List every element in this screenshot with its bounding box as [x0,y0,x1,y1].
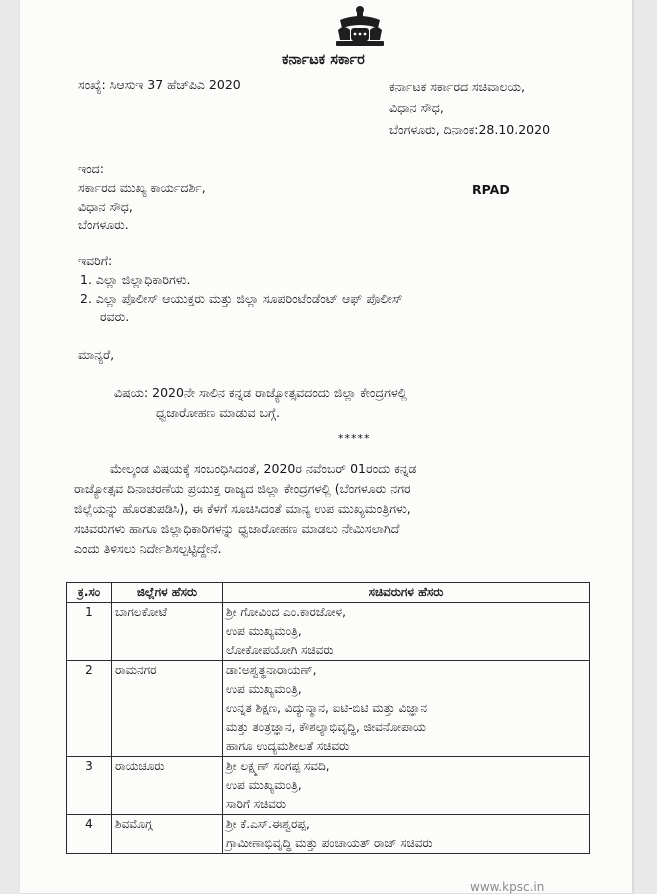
minister-details [223,661,590,757]
body-line-1: ಮೇಲ್ಕಂಡ ವಿಷಯಕ್ಕೆ ಸಂಬಂಧಿಸಿದಂತೆ, 2020ರ ನವೆಂಬರ್ 01ರಂದು ಕನ್ನಡ [110,461,417,476]
row-number: 2 [67,661,112,757]
row-number: 3 [67,757,112,815]
to-item-2-continued: ರವರು. [100,309,130,324]
table-row [67,757,590,815]
table-row [67,603,590,661]
from-line-3: ಬೆಂಗಳೂರು. [78,217,129,232]
district-name: ಶಿವಮೊಗ್ಗ [112,815,223,854]
separator-stars: ***** [338,432,371,445]
minister-line: ಉಪ ಮುಖ್ಯಮಂತ್ರಿ, [226,682,302,696]
body-line-3: ಜಿಲ್ಲೆಯನ್ನು ಹೊರತುಪಡಿಸಿ), ಈ ಕೆಳಗೆ ಸೂಚಿಸಿದಂತೆ ಮಾನ್ಯ ಉಪ ಮುಖ್ಯಮಂತ್ರಿಗಳು, [74,501,411,516]
minister-line: ಡಾ:ಅಶ್ವತ್ಥನಾರಾಯಣ್, [226,663,317,677]
minister-line: ಉಪ ಮುಖ್ಯಮಂತ್ರಿ, [226,624,302,638]
office-line-1: ಕರ್ನಾಟಕ ಸರ್ಕಾರದ ಸಚಿವಾಲಯ, [389,79,525,94]
minister-details [223,815,590,854]
from-label: ಇಂದ: [78,161,104,176]
body-line-4: ಸಚಿವರುಗಳು ಹಾಗೂ ಜಿಲ್ಲಾಧಿಕಾರಿಗಳನ್ನು ಧ್ವಜಾರೋಹಣ ಮಾಡಲು ನೇಮಿಸಲಾಗಿದೆ [74,521,400,536]
office-line-2: ವಿಧಾನ ಸೌಧ, [389,100,444,115]
minister-line: ಉಪ ಮುಖ್ಯಮಂತ್ರಿ, [226,778,302,792]
district-name: ರಾಯಚೂರು [112,757,223,815]
subject-line-1: ವಿಷಯ: 2020ನೇ ಸಾಲಿನ ಕನ್ನಡ ರಾಜ್ಯೋತ್ಸವದಂದು ಜಿಲ್ಲಾ ಕೇಂದ್ರಗಳಲ್ಲಿ [114,385,408,400]
ministers-table [66,582,590,854]
to-item-1: 1. ಎಲ್ಲಾ ಜಿಲ್ಲಾಧಿಕಾರಿಗಳು. [80,272,191,287]
minister-line: ಮತ್ತು ತಂತ್ರಜ್ಞಾನ, ಕೌಶಲ್ಯಾಭಿವೃದ್ಧಿ, ಜೀವನೋಪಾಯ [226,720,426,734]
row-number: 4 [67,815,112,854]
subject-line-2: ಧ್ವಜಾರೋಹಣ ಮಾಡುವ ಬಗ್ಗೆ. [156,405,280,420]
minister-line: ಶ್ರೀ ಗೋವಿಂದ ಎಂ.ಕಾರಜೋಳ, [226,605,346,619]
minister-line: ಉನ್ನತ ಶಿಕ್ಷಣ, ವಿದ್ಯುನ್ಮಾನ, ಐಟಿ-ಬಿಟಿ ಮತ್ತು ವಿಜ್ಞಾನ [226,701,428,715]
district-name: ಬಾಗಲಕೋಟೆ [112,603,223,661]
body-line-2: ರಾಜ್ಯೋತ್ಸವ ದಿನಾಚರಣೆಯ ಪ್ರಯುಕ್ತ ರಾಜ್ಯದ ಜಿಲ್ಲಾ ಕೇಂದ್ರಗಳಲ್ಲಿ (ಬೆಂಗಳೂರು ನಗರ [74,481,411,496]
header-district-name: ಜಿಲ್ಲೆಗಳ ಹೆಸರು [112,583,223,603]
document-page [20,0,632,893]
table-row [67,815,590,854]
minister-line: ಹಾಗೂ ಉದ್ಯಮಶೀಲತೆ ಸಚಿವರು [226,739,350,753]
footer-watermark: www.kpsc.in [470,880,545,894]
body-line-5: ಎಂದು ತಿಳಿಸಲು ನಿರ್ದೇಶಿಸಲ್ಪಟ್ಟಿದ್ದೇನೆ. [74,541,222,556]
from-line-1: ಸರ್ಕಾರದ ಮುಖ್ಯ ಕಾರ್ಯದರ್ಶಿ, [78,180,206,195]
state-emblem-icon [330,4,390,48]
row-number: 1 [67,603,112,661]
minister-line: ಲೋಕೋಪಯೋಗಿ ಸಚಿವರು [226,643,334,657]
minister-line: ಶ್ರೀ ಲಕ್ಷ್ಮಣ್ ಸಂಗಪ್ಪ ಸವದಿ, [226,759,330,773]
header-serial-number: ಕ್ರ.ಸಂ [67,583,112,603]
to-label: ಇವರಿಗೆ: [78,253,113,268]
government-title: ಕರ್ನಾಟಕ ಸರ್ಕಾರ [282,52,365,68]
salutation: ಮಾನ್ಯರೆ, [78,347,115,362]
rpad-label: RPAD [472,182,510,197]
minister-details [223,603,590,661]
office-date-line: ಬೆಂಗಳೂರು, ದಿನಾಂಕ:28.10.2020 [389,122,551,137]
district-name: ರಾಮನಗರ [112,661,223,757]
minister-line: ಶ್ರೀ ಕೆ.ಎಸ್.ಈಶ್ವರಪ್ಪ, [226,817,310,831]
header-minister-name: ಸಚಿವರುಗಳ ಹೆಸರು [223,583,590,603]
table-row [67,661,590,757]
minister-line: ಗ್ರಾಮೀಣಾಭಿವೃದ್ಧಿ ಮತ್ತು ಪಂಚಾಯತ್ ರಾಜ್ ಸಚಿವರು [226,836,433,850]
minister-details [223,757,590,815]
to-item-2: 2. ಎಲ್ಲಾ ಪೊಲೀಸ್ ಆಯುಕ್ತರು ಮತ್ತು ಜಿಲ್ಲಾ ಸೂಪರಿಂಟೆಂಡೆಂಟ್ ಆಫ್ ಪೊಲೀಸ್ [80,291,403,306]
from-line-2: ವಿಧಾನ ಸೌಧ, [78,199,133,214]
table-header-row [67,583,590,603]
minister-line: ಸಾರಿಗೆ ಸಚಿವರು [226,797,287,811]
reference-number: ಸಂಖ್ಯೆ: ಸಿಆಸುಇ 37 ಹೆಚ್‌ಪಿಎ 2020 [78,77,241,92]
